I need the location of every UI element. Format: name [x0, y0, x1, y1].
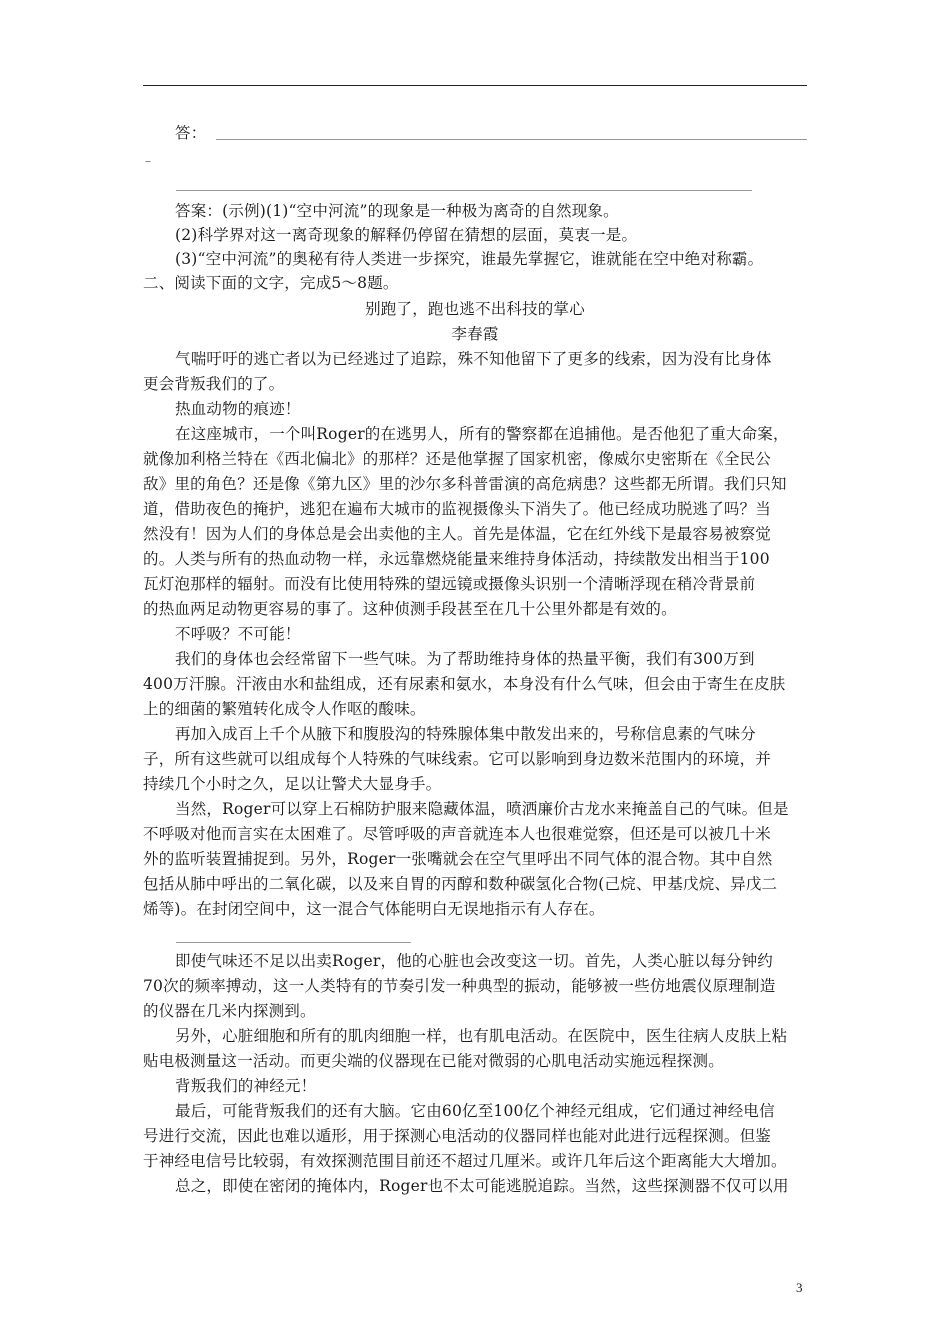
- text-line: 贴电极测量这一活动。而更尖端的仪器现在已能对微弱的心肌电活动实施远程探测。: [143, 1052, 724, 1070]
- text-line: 的热血两足动物更容易的事了。这种侦测手段甚至在几十公里外都是有效的。: [143, 600, 677, 618]
- text-line: 再加入成百上千个从腋下和腹股沟的特殊腺体集中散发出来的，号称信息素的气味分: [175, 725, 756, 743]
- text-line: 另外，心脏细胞和所有的肌肉细胞一样，也有肌电活动。在医院中，医生往病人皮肤上粘: [175, 1027, 788, 1045]
- answer-prompt: 答：: [175, 124, 207, 142]
- answer-line-2: (2)科学界对这一离奇现象的解释仍停留在猜想的层面，莫衷一是。: [175, 226, 638, 244]
- article-title: 别跑了，跑也逃不出科技的掌心: [365, 300, 585, 318]
- text-line: 于神经电信号比较弱，有效探测范围目前还不超过几厘米。或许几年后这个距离能大大增加。: [143, 1152, 787, 1170]
- text-line: 即使气味还不足以出卖Roger，他的心脏也会改变这一切。首先，人类心脏以每分钟约: [175, 952, 774, 970]
- text-line: 子，所有这些就可以组成每个人特殊的气味线索。它可以影响到身边数米范围内的环境，并: [143, 750, 772, 768]
- answer-line-3: (3)“空中河流”的奥秘有待人类进一步探究，谁最先掌握它，谁就能在空中绝对称霸。: [175, 250, 764, 268]
- text-line: 气喘吁吁的逃亡者以为已经逃过了追踪，殊不知他留下了更多的线索，因为没有比身体: [175, 350, 772, 368]
- text-line: 包括从肺中呼出的二氧化碳，以及来自胃的丙醇和数种碳氢化合物(己烷、甲基戊烷、异戊二: [143, 875, 778, 893]
- text-line: 我们的身体也会经常留下一些气味。为了帮助维持身体的热量平衡，我们有300万到: [175, 650, 755, 668]
- text-line: 70次的频率搏动，这一人类特有的节奏引发一种典型的振动，能够被一些仿地震仪原理制造: [143, 977, 776, 995]
- subheading: 背叛我们的神经元！: [175, 1077, 317, 1095]
- answer-line-1: 答案：(示例)(1)“空中河流”的现象是一种极为离奇的自然现象。: [175, 202, 619, 220]
- top-rule: [143, 85, 807, 86]
- text-line: 的仪器在几米内探测到。: [143, 1002, 316, 1020]
- text-line: 外的监听装置捕捉到。另外，Roger一张嘴就会在空气里呼出不同气体的混合物。其中自然: [143, 850, 773, 868]
- text-line: 持续几个小时之久，足以让警犬大显身手。: [143, 775, 442, 793]
- text-line: 然没有！因为人们的身体总是会出卖他的主人。首先是体温，它在红外线下是最容易被察觉: [143, 525, 772, 543]
- text-line: 当然，Roger可以穿上石棉防护服来隐藏体温，喷洒廉价古龙水来掩盖自己的气味。但是: [175, 800, 789, 818]
- text-line: 号进行交流，因此也难以遁形，用于探测心电活动的仪器同样也能对此进行远程探测。但鉴: [143, 1127, 772, 1145]
- subheading: 不呼吸？不可能！: [175, 625, 301, 643]
- article-author: 李春霞: [451, 325, 499, 343]
- page-number: 3: [796, 1280, 803, 1295]
- text-line: 烯等)。在封闭空间中，这一混合气体能明白无误地指示有人存在。: [143, 900, 605, 918]
- text-line: 更会背叛我们的了。: [143, 375, 285, 393]
- section-heading: 二、阅读下面的文字，完成5～8题。: [143, 274, 399, 292]
- text-line: 在这座城市，一个叫Roger的在逃男人，所有的警察都在追捕他。是否他犯了重大命案，: [175, 425, 789, 443]
- answer-dash: –: [145, 154, 151, 168]
- text-line: 敌》里的角色？还是像《第九区》里的沙尔多科普雷演的高危病患？这些都无所谓。我们只知: [143, 475, 787, 493]
- text-line: 瓦灯泡那样的辐射。而没有比使用特殊的望远镜或摄像头识别一个清晰浮现在稍冷背景前: [143, 575, 756, 593]
- text-line: 就像加利格兰特在《西北偏北》的那样？还是他掌握了国家机密，像威尔史密斯在《全民公: [143, 450, 772, 468]
- subheading: 热血动物的痕迹！: [175, 400, 301, 418]
- text-line: 总之，即使在密闭的掩体内，Roger也不太可能逃脱追踪。当然，这些探测器不仅可以用: [175, 1177, 789, 1195]
- text-line: 最后，可能背叛我们的还有大脑。它由60亿至100亿个神经元组成，它们通过神经电信: [175, 1102, 775, 1120]
- text-line: 上的细菌的繁殖转化成令人作呕的酸味。: [143, 700, 426, 718]
- text-line: 不呼吸对他而言实在太困难了。尽管呼吸的声音就连本人也很难觉察，但还是可以被几十米: [143, 825, 772, 843]
- text-line: 400万汗腺。汗液由水和盐组成，还有尿素和氨水，本身没有什么气味，但会由于寄生在皮肤: [143, 675, 786, 693]
- text-line: 道，借助夜色的掩护，逃犯在遍布大城市的监视摄像头下消失了。他已经成功脱逃了吗？当: [143, 500, 772, 518]
- separator-line: [176, 190, 752, 191]
- separator-line: [176, 942, 411, 943]
- text-line: 的。人类与所有的热血动物一样，永远靠燃烧能量来维持身体活动，持续散发出相当于100: [143, 550, 770, 568]
- answer-blank-line: [216, 139, 807, 140]
